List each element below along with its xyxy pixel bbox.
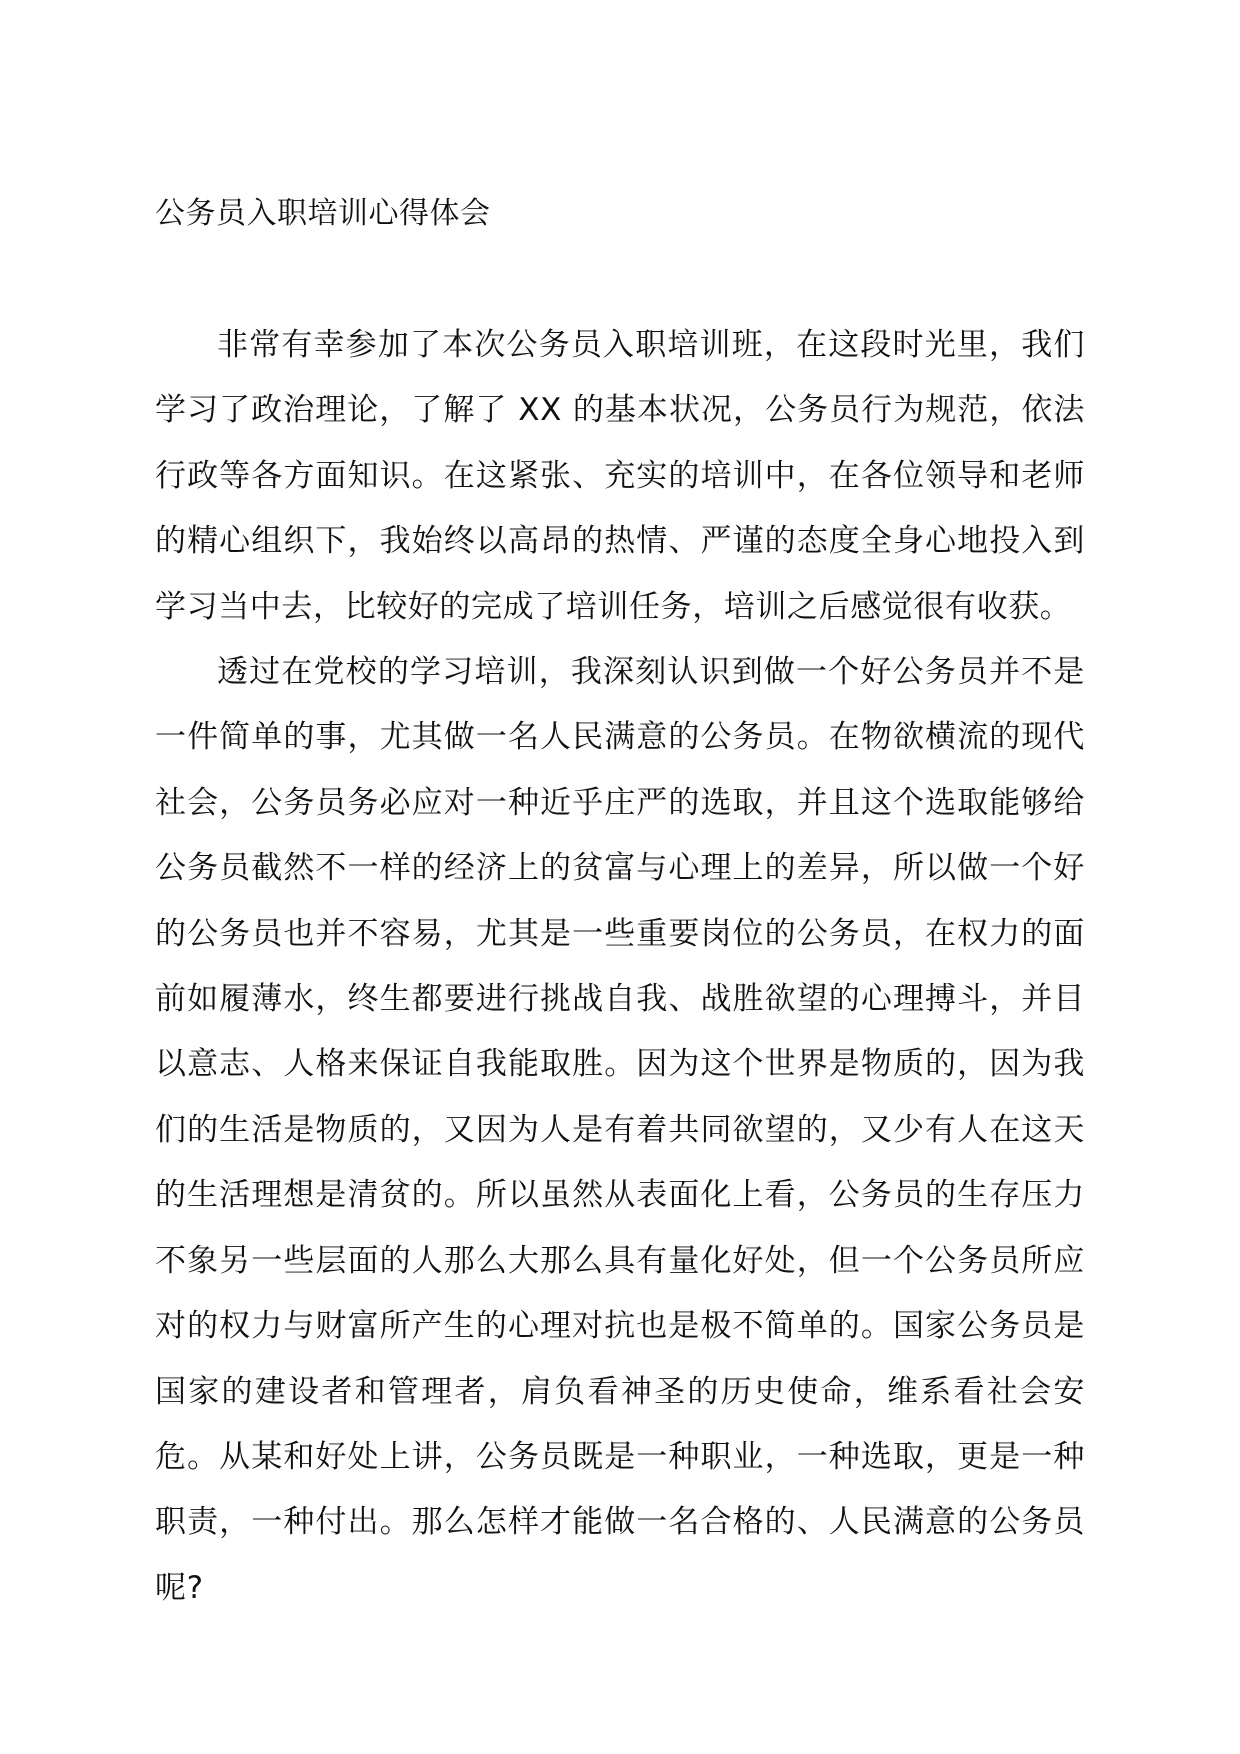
document-title: 公务员入职培训心得体会 [155,196,491,231]
body-paragraph-1: 非常有幸参加了本次公务员入职培训班，在这段时光里，我们学习了政治理论，了解了 XX 的基本状况，公务员行为规范，依法行政等各方面知识。在这紧张、充实的培训中，在各位领导和老师的精心组织下，我始终以高昂的热情、严谨的态度全身心地投入到学习当中去，比较好的完成了培训任务，培训之后感觉很有收获。 [155,327,1085,625]
body-paragraph-2: 透过在党校的学习培训，我深刻认识到做一个好公务员并不是一件简单的事，尤其做一名人民满意的公务员。在物欲横流的现代社会，公务员务必应对一种近乎庄严的选取，并且这个选取能够给公务员截然不一样的经济上的贫富与心理上的差异，所以做一个好的公务员也并不容易，尤其是一些重要岗位的公务员，在权力的面前如履薄水，终生都要进行挑战自我、战胜欲望的心理搏斗，并目以意志、人格来保证自我能取胜。因为这个世界是物质的，因为我们的生活是物质的，又因为人是有着共同欲望的，又少有人在这天的生活理想是清贫的。所以虽然从表面化上看，公务员的生存压力不象另一些层面的人那么大那么具有量化好处，但一个公务员所应对的权力与财富所产生的心理对抗也是极不简单的。国家公务员是国家的建设者和管理者，肩负看神圣的历史使命，维系看社会安危。从某和好处上讲，公务员既是一种职业，一种选取，更是一种职责，一种付出。那么怎样才能做一名合格的、人民满意的公务员呢? [155,654,1085,1606]
document-body [155,313,1085,1621]
